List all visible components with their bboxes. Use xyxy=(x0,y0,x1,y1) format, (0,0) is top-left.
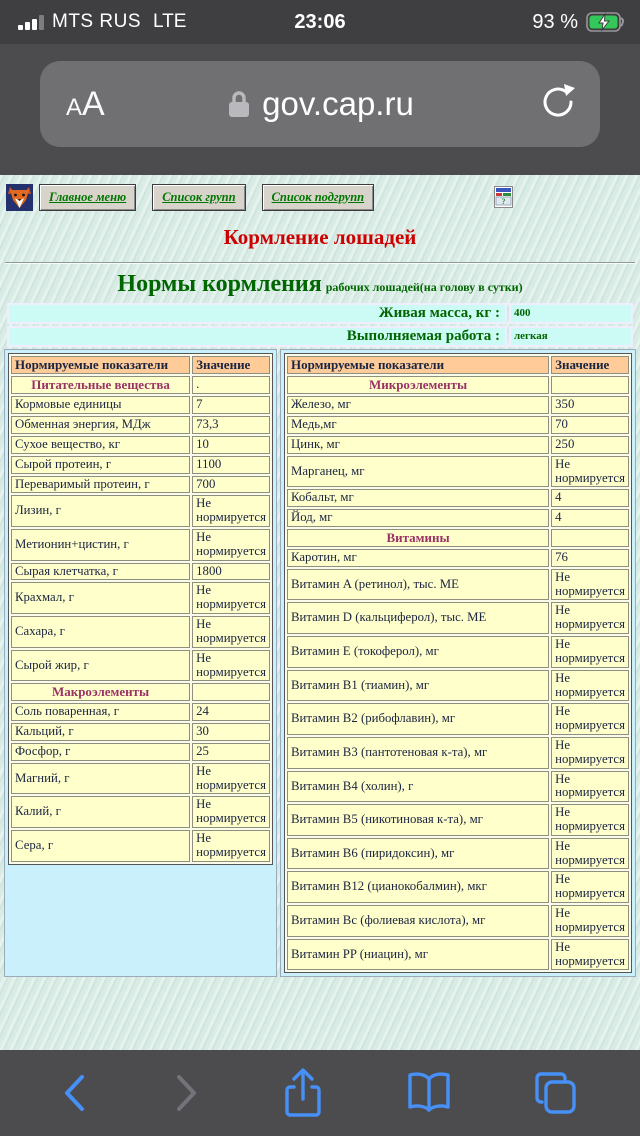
value-cell: Не нормируется xyxy=(551,737,629,769)
nav-link-label: Список групп xyxy=(162,189,236,204)
page-title: Кормление лошадей xyxy=(223,225,417,249)
table-row xyxy=(11,563,270,581)
value-cell: Не нормируется xyxy=(192,763,270,795)
column-header: Значение xyxy=(551,356,629,374)
table-row xyxy=(11,796,270,828)
value-cell: . xyxy=(192,376,270,394)
indicator-cell: Йод, мг xyxy=(287,509,549,527)
table-row xyxy=(287,737,629,769)
svg-text:?: ? xyxy=(501,197,506,206)
network-type-label: LTE xyxy=(153,11,187,32)
indicator-cell: Кормовые единицы xyxy=(11,396,190,414)
work-value: легкая xyxy=(509,326,633,347)
table-row xyxy=(287,670,629,702)
mass-value: 400 xyxy=(509,303,633,324)
value-cell: 76 xyxy=(551,549,629,567)
table-row xyxy=(11,456,270,474)
table-row xyxy=(287,456,629,488)
fox-logo-icon xyxy=(6,184,33,211)
value-cell xyxy=(551,376,629,394)
table-row xyxy=(287,939,629,971)
value-cell: 7 xyxy=(192,396,270,414)
table-row xyxy=(287,871,629,903)
indicator-cell: Соль поваренная, г xyxy=(11,703,190,721)
indicator-cell: Витамин Bc (фолиевая кислота), мг xyxy=(287,905,549,937)
nav-button-subgroup-list[interactable] xyxy=(262,184,375,211)
indicator-cell: Витамин B6 (пиридоксин), мг xyxy=(287,838,549,870)
nutrients-table xyxy=(8,353,273,865)
value-cell: 73,3 xyxy=(192,416,270,434)
table-header-row xyxy=(287,356,629,374)
table-row xyxy=(287,509,629,527)
table-row xyxy=(287,416,629,434)
indicator-cell: Витамин D (кальциферол), тыс. ME xyxy=(287,602,549,634)
section-row xyxy=(287,529,629,547)
value-cell: 24 xyxy=(192,703,270,721)
value-cell: 350 xyxy=(551,396,629,414)
left-table-wrapper xyxy=(4,349,277,977)
section-row xyxy=(287,376,629,394)
browser-toolbar xyxy=(0,1050,640,1136)
indicator-cell: Калий, г xyxy=(11,796,190,828)
clock: 23:06 xyxy=(294,10,346,33)
back-icon[interactable] xyxy=(58,1071,92,1115)
web-page xyxy=(0,175,640,1050)
table-row xyxy=(11,763,270,795)
nav-link-label: Список подгрупп xyxy=(271,189,365,204)
indicator-cell: Витамин B4 (холин), г xyxy=(287,771,549,803)
value-cell: 25 xyxy=(192,743,270,761)
table-row xyxy=(11,582,270,614)
work-label: Выполняемая работа : xyxy=(7,326,507,347)
value-cell: Не нормируется xyxy=(551,838,629,870)
table-row xyxy=(11,495,270,527)
browser-url-band xyxy=(0,44,640,175)
indicator-cell: Витамин B2 (рибофлавин), мг xyxy=(287,703,549,735)
indicator-cell: Каротин, мг xyxy=(287,549,549,567)
column-header: Нормируемые показатели xyxy=(287,356,549,374)
table-header-row xyxy=(11,356,270,374)
indicator-cell: Лизин, г xyxy=(11,495,190,527)
horizontal-rule xyxy=(5,262,635,264)
status-bar xyxy=(0,0,640,44)
table-row xyxy=(287,838,629,870)
value-cell: Не нормируется xyxy=(192,796,270,828)
value-cell: 700 xyxy=(192,476,270,494)
table-row xyxy=(11,743,270,761)
table-row xyxy=(11,703,270,721)
table-row xyxy=(287,489,629,507)
indicator-cell: Крахмал, г xyxy=(11,582,190,614)
value-cell: Не нормируется xyxy=(551,871,629,903)
column-header: Значение xyxy=(192,356,270,374)
value-cell: 1100 xyxy=(192,456,270,474)
value-cell: 70 xyxy=(551,416,629,434)
page-nav-row xyxy=(6,183,634,211)
forward-icon[interactable] xyxy=(169,1071,203,1115)
tabs-icon[interactable] xyxy=(532,1068,582,1118)
indicator-cell: Витамин B12 (цианокобалмин), мкг xyxy=(287,871,549,903)
address-bar[interactable] xyxy=(40,61,600,147)
indicator-cell: Кальций, г xyxy=(11,723,190,741)
table-row xyxy=(11,396,270,414)
value-cell: 4 xyxy=(551,509,629,527)
value-cell: Не нормируется xyxy=(192,650,270,682)
indicator-cell: Обменная энергия, МДж xyxy=(11,416,190,434)
table-row xyxy=(287,396,629,414)
mass-label: Живая масса, кг : xyxy=(7,303,507,324)
right-table-wrapper xyxy=(280,349,636,977)
value-cell: 4 xyxy=(551,489,629,507)
table-row xyxy=(287,905,629,937)
table-row xyxy=(11,436,270,454)
indicator-cell: Макроэлементы xyxy=(11,683,190,701)
norms-heading-main: Нормы кормления xyxy=(117,271,322,297)
table-row xyxy=(11,616,270,648)
indicator-cell: Магний, г xyxy=(11,763,190,795)
norms-heading xyxy=(0,271,640,298)
table-row xyxy=(11,416,270,434)
value-cell: Не нормируется xyxy=(551,636,629,668)
battery-charging-icon xyxy=(586,12,626,32)
indicator-cell: Железо, мг xyxy=(287,396,549,414)
battery-percent: 93 % xyxy=(532,10,578,33)
indicator-cell: Сырой протеин, г xyxy=(11,456,190,474)
micronutrients-table xyxy=(284,353,632,973)
indicator-cell: Витамины xyxy=(287,529,549,547)
indicator-cell: Сырая клетчатка, г xyxy=(11,563,190,581)
indicator-cell: Витамин E (токоферол), мг xyxy=(287,636,549,668)
broken-image-icon xyxy=(494,186,513,208)
value-cell: 250 xyxy=(551,436,629,454)
table-row xyxy=(11,830,270,862)
url-text: gov.cap.ru xyxy=(262,85,414,122)
value-cell: Не нормируется xyxy=(551,569,629,601)
indicator-cell: Сухое вещество, кг xyxy=(11,436,190,454)
table-row xyxy=(287,771,629,803)
table-row xyxy=(287,549,629,567)
indicator-cell: Марганец, мг xyxy=(287,456,549,488)
value-cell: 30 xyxy=(192,723,270,741)
table-row xyxy=(11,476,270,494)
table-row xyxy=(287,569,629,601)
parameters-block xyxy=(7,303,633,347)
section-row xyxy=(11,683,270,701)
value-cell: Не нормируется xyxy=(551,804,629,836)
norms-heading-qualifier: рабочих лошадей(на голову в сутки) xyxy=(325,280,523,294)
value-cell: Не нормируется xyxy=(551,939,629,971)
info-row-mass xyxy=(7,303,633,324)
table-row xyxy=(287,636,629,668)
table-row xyxy=(287,804,629,836)
indicator-cell: Кобальт, мг xyxy=(287,489,549,507)
table-row xyxy=(287,602,629,634)
value-cell: Не нормируется xyxy=(551,670,629,702)
indicator-cell: Витамин PP (ниацин), мг xyxy=(287,939,549,971)
text-size-button[interactable]: А А xyxy=(66,84,105,123)
value-cell: Не нормируется xyxy=(551,602,629,634)
nav-button-group-list[interactable] xyxy=(152,184,245,211)
indicator-cell: Питательные вещества xyxy=(11,376,190,394)
value-cell: Не нормируется xyxy=(192,582,270,614)
indicator-cell: Сера, г xyxy=(11,830,190,862)
table-row xyxy=(287,703,629,735)
reload-icon[interactable] xyxy=(538,82,578,127)
value-cell: 10 xyxy=(192,436,270,454)
bookmarks-icon[interactable] xyxy=(403,1069,455,1117)
value-cell: Не нормируется xyxy=(551,456,629,488)
nav-link-label: Главное меню xyxy=(49,189,127,204)
indicator-cell: Микроэлементы xyxy=(287,376,549,394)
indicator-cell: Фосфор, г xyxy=(11,743,190,761)
nav-button-main-menu[interactable] xyxy=(39,184,136,211)
value-cell: Не нормируется xyxy=(551,703,629,735)
indicator-cell: Сахара, г xyxy=(11,616,190,648)
table-row xyxy=(11,650,270,682)
value-cell: Не нормируется xyxy=(192,616,270,648)
value-cell xyxy=(551,529,629,547)
section-row xyxy=(11,376,270,394)
value-cell: Не нормируется xyxy=(192,830,270,862)
carrier-label: MTS RUS xyxy=(52,11,141,32)
indicator-cell: Цинк, мг xyxy=(287,436,549,454)
value-cell: Не нормируется xyxy=(192,529,270,561)
indicator-cell: Метионин+цистин, г xyxy=(11,529,190,561)
value-cell: Не нормируется xyxy=(551,905,629,937)
tables-area xyxy=(4,349,636,977)
table-row xyxy=(287,436,629,454)
column-header: Нормируемые показатели xyxy=(11,356,190,374)
indicator-cell: Витамин B5 (никотиновая к-та), мг xyxy=(287,804,549,836)
indicator-cell: Витамин B1 (тиамин), мг xyxy=(287,670,549,702)
table-row xyxy=(11,529,270,561)
value-cell: Не нормируется xyxy=(551,771,629,803)
indicator-cell: Переваримый протеин, г xyxy=(11,476,190,494)
value-cell: Не нормируется xyxy=(192,495,270,527)
share-icon[interactable] xyxy=(279,1065,327,1121)
info-row-work xyxy=(7,326,633,347)
table-row xyxy=(11,723,270,741)
indicator-cell: Витамин A (ретинол), тыс. ME xyxy=(287,569,549,601)
lock-icon xyxy=(226,88,252,120)
indicator-cell: Витамин B3 (пантотеновая к-та), мг xyxy=(287,737,549,769)
indicator-cell: Медь,мг xyxy=(287,416,549,434)
value-cell: 1800 xyxy=(192,563,270,581)
indicator-cell: Сырой жир, г xyxy=(11,650,190,682)
value-cell xyxy=(192,683,270,701)
